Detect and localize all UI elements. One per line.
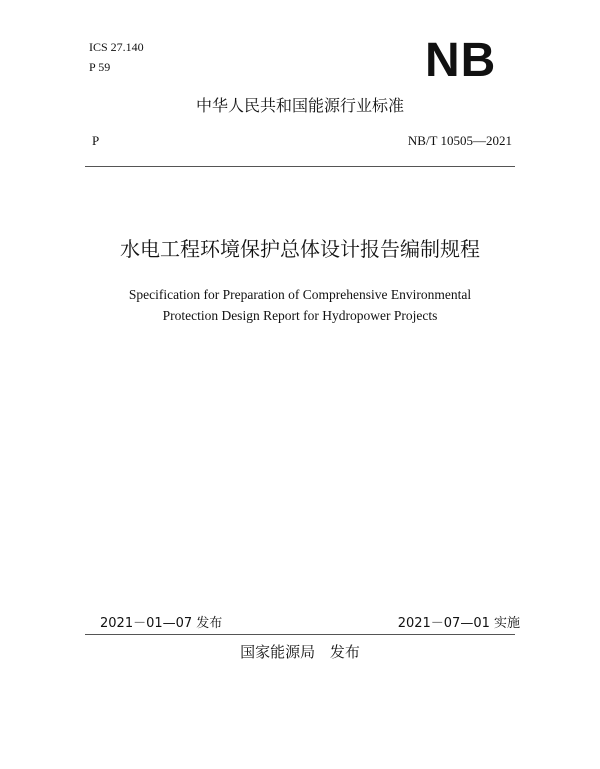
standard-number: NB/T 10505—2021 (407, 133, 512, 148)
document-title-zh: 水电工程环境保护总体设计报告编制规程 (120, 237, 480, 261)
header-divider (85, 166, 515, 167)
category-code: P (92, 133, 100, 148)
implementation-date: 2021－07—01 实施 (397, 616, 520, 631)
ccs-code: P 59 (89, 60, 111, 74)
footer-divider (85, 634, 515, 635)
nb-logo: NB (425, 34, 497, 87)
title-en-line-1: Specification for Preparation of Comprehensive Environmental (128, 287, 472, 302)
publisher: 国家能源局 发布 (240, 643, 360, 661)
title-en-line-2: Protection Design Report for Hydropower Projects (162, 308, 438, 323)
agency-title: 中华人民共和国能源行业标准 (195, 96, 404, 115)
document-title-en (0, 284, 600, 326)
ics-code: ICS 27.140 (89, 40, 144, 54)
issue-date: 2021－01—07 发布 (100, 616, 223, 631)
